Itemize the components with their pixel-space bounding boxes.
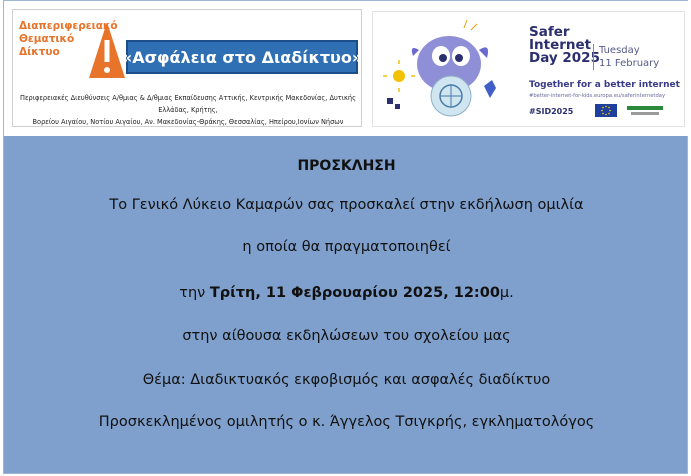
- sid-tagline: Together for a better internet: [529, 80, 680, 90]
- banner-title-box: [121, 40, 363, 74]
- banner-title: «Ασφάλεια στο Διαδίκτυο»: [121, 47, 363, 67]
- invitation-venue: στην αίθουσα εκδηλώσεων του σχολείου μας: [182, 328, 511, 344]
- event-datetime: Τρίτη, 11 Φεβρουαρίου 2025, 12:00: [209, 285, 500, 301]
- invitation-line-2: η οποία θα πραγματοποιηθεί: [242, 239, 451, 255]
- network-label: Διαπεριφερειακό Θεματικό Δίκτυο: [19, 20, 118, 58]
- invitation-heading: ΠΡΟΣΚΛΗΣΗ: [297, 158, 396, 174]
- sid-hashtag: #SID2025: [529, 107, 574, 116]
- mascot-illustration: [379, 16, 519, 124]
- sid-url: #better-internet-for-kids.europa.eu/saferinternetday: [529, 93, 666, 99]
- banner-description: Περιφερειακές Διευθύνσεις Α/θμιας & Δ/θμιας Εκπαίδευσης Αττικής, Κεντρικής Μακεδονίας, Δυτικής Ελλάδας, Κρήτης, Βορείου Αιγαίου, Νοτίου Αιγαίου, Αν. Μακεδονίας-Θράκης, Θεσσαλίας, Ηπείρου,Ιονίων Νήσων: [20, 94, 356, 126]
- invitation-speaker: Προσκεκλημένος ομιλητής ο κ. Άγγελος Τσιγκρής, εγκληματολόγος: [98, 414, 595, 430]
- invitation-page: [3, 0, 688, 474]
- sid-title: Safer Internet Day 2025: [529, 24, 600, 66]
- safety-network-banner: [12, 9, 362, 127]
- partner-logo-icon: [625, 104, 665, 117]
- eu-flag-icon: [595, 104, 617, 117]
- invitation-line-1: Το Γενικό Λύκειο Καμαρών σας προσκαλεί στην εκδήλωση ομιλία: [109, 197, 584, 213]
- sid-date: Tuesday 11 February: [593, 44, 659, 70]
- invitation-topic: Θέμα: Διαδικτυακός εκφοβισμός και ασφαλές διαδίκτυο: [142, 372, 551, 388]
- safer-internet-day-banner: [372, 11, 685, 127]
- invitation-date-line: την Τρίτη, 11 Φεβρουαρίου 2025, 12:00μ.: [179, 285, 514, 301]
